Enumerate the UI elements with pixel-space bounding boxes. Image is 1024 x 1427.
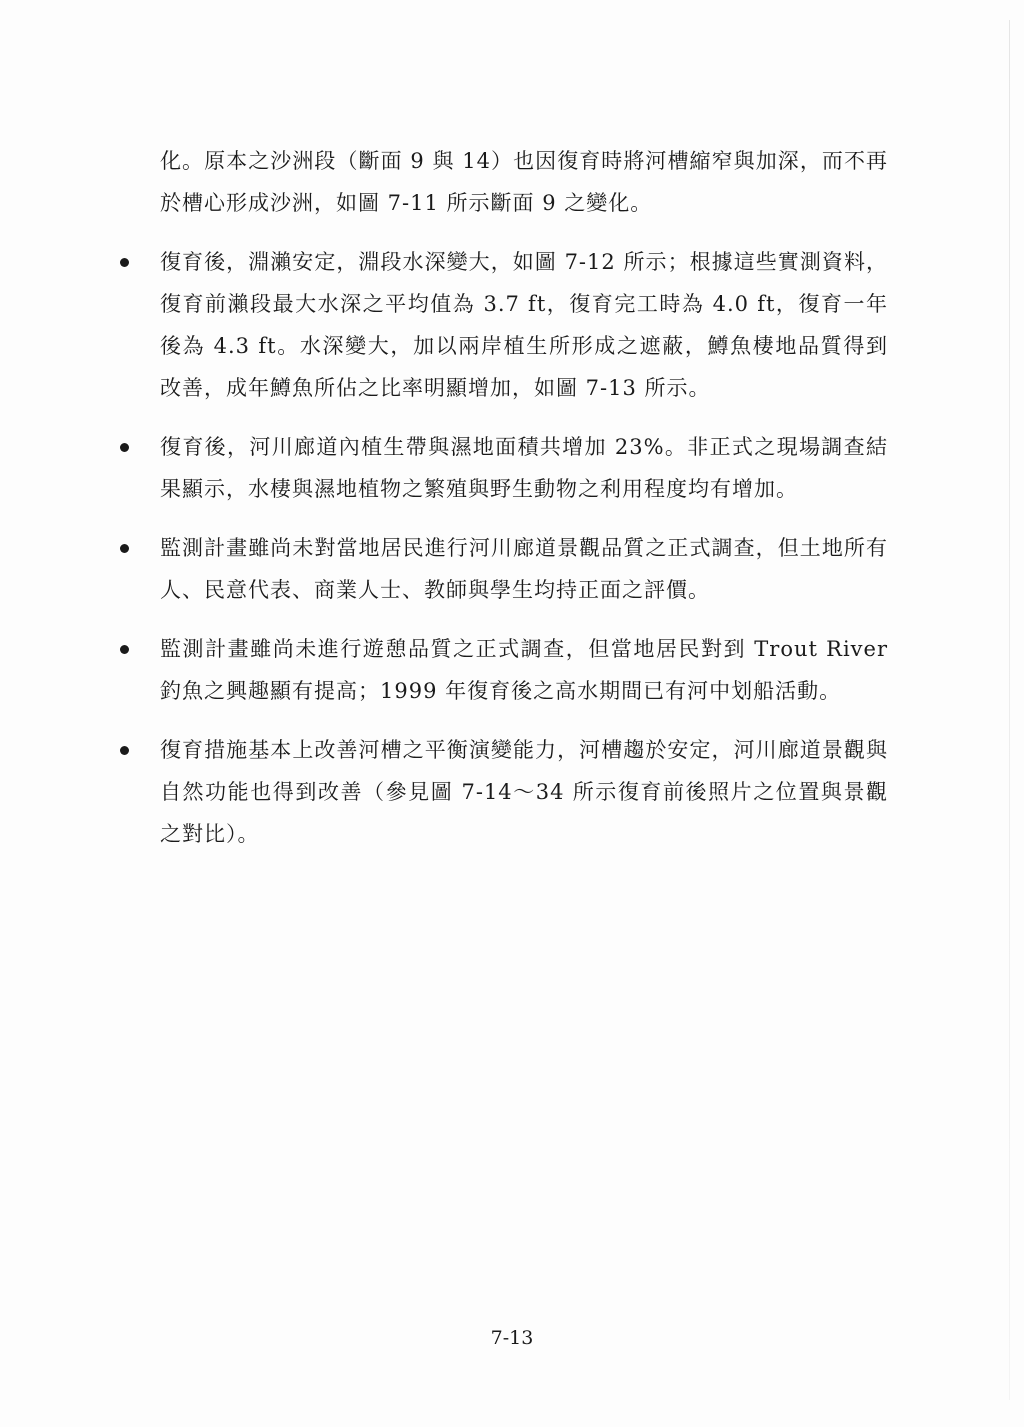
- body-text: [160, 140, 888, 855]
- bullet-text: 復育後，河川廊道內植生帶與濕地面積共增加 23%。非正式之現場調查結果顯示，水棲與濕地植物之繁殖與野生動物之利用程度均有增加。: [160, 435, 888, 501]
- bullet-icon: [120, 746, 129, 755]
- bullet-text: 復育措施基本上改善河槽之平衡演變能力，河槽趨於安定，河川廊道景觀與自然功能也得到改善（參見圖 7-14～34 所示復育前後照片之位置與景觀之對比）。: [160, 738, 888, 846]
- scan-edge-line: [1009, 20, 1010, 1400]
- bullet-icon: [120, 258, 129, 267]
- intro-paragraph: 化。原本之沙洲段（斷面 9 與 14）也因復育時將河槽縮窄與加深，而不再於槽心形成沙洲，如圖 7-11 所示斷面 9 之變化。: [160, 149, 888, 215]
- bullet-item: [160, 241, 888, 409]
- bullet-item: [160, 527, 888, 611]
- bullet-icon: [120, 645, 129, 654]
- bullet-item: [160, 729, 888, 855]
- bullet-icon: [120, 544, 129, 553]
- bullet-icon: [120, 443, 129, 452]
- bullet-item: [160, 426, 888, 510]
- bullet-text: 監測計畫雖尚未進行遊憩品質之正式調查，但當地居民對到 Trout River 釣魚之興趣顯有提高；1999 年復育後之高水期間已有河中划船活動。: [160, 637, 888, 703]
- bullet-text: 監測計畫雖尚未對當地居民進行河川廊道景觀品質之正式調查，但土地所有人、民意代表、商業人士、教師與學生均持正面之評價。: [160, 536, 888, 602]
- bullet-item: [160, 628, 888, 712]
- bullet-text: 復育後，淵瀨安定，淵段水深變大，如圖 7-12 所示；根據這些實測資料，復育前瀨段最大水深之平均值為 3.7 ft，復育完工時為 4.0 ft，復育一年後為 4.3 ft。水深變大，加以兩岸植生所形成之遮蔽，鱒魚棲地品質得到改善，成年鱒魚所佔之比率明顯增加，如圖 7-13 所示。: [160, 250, 888, 400]
- page-number: 7-13: [490, 1327, 534, 1349]
